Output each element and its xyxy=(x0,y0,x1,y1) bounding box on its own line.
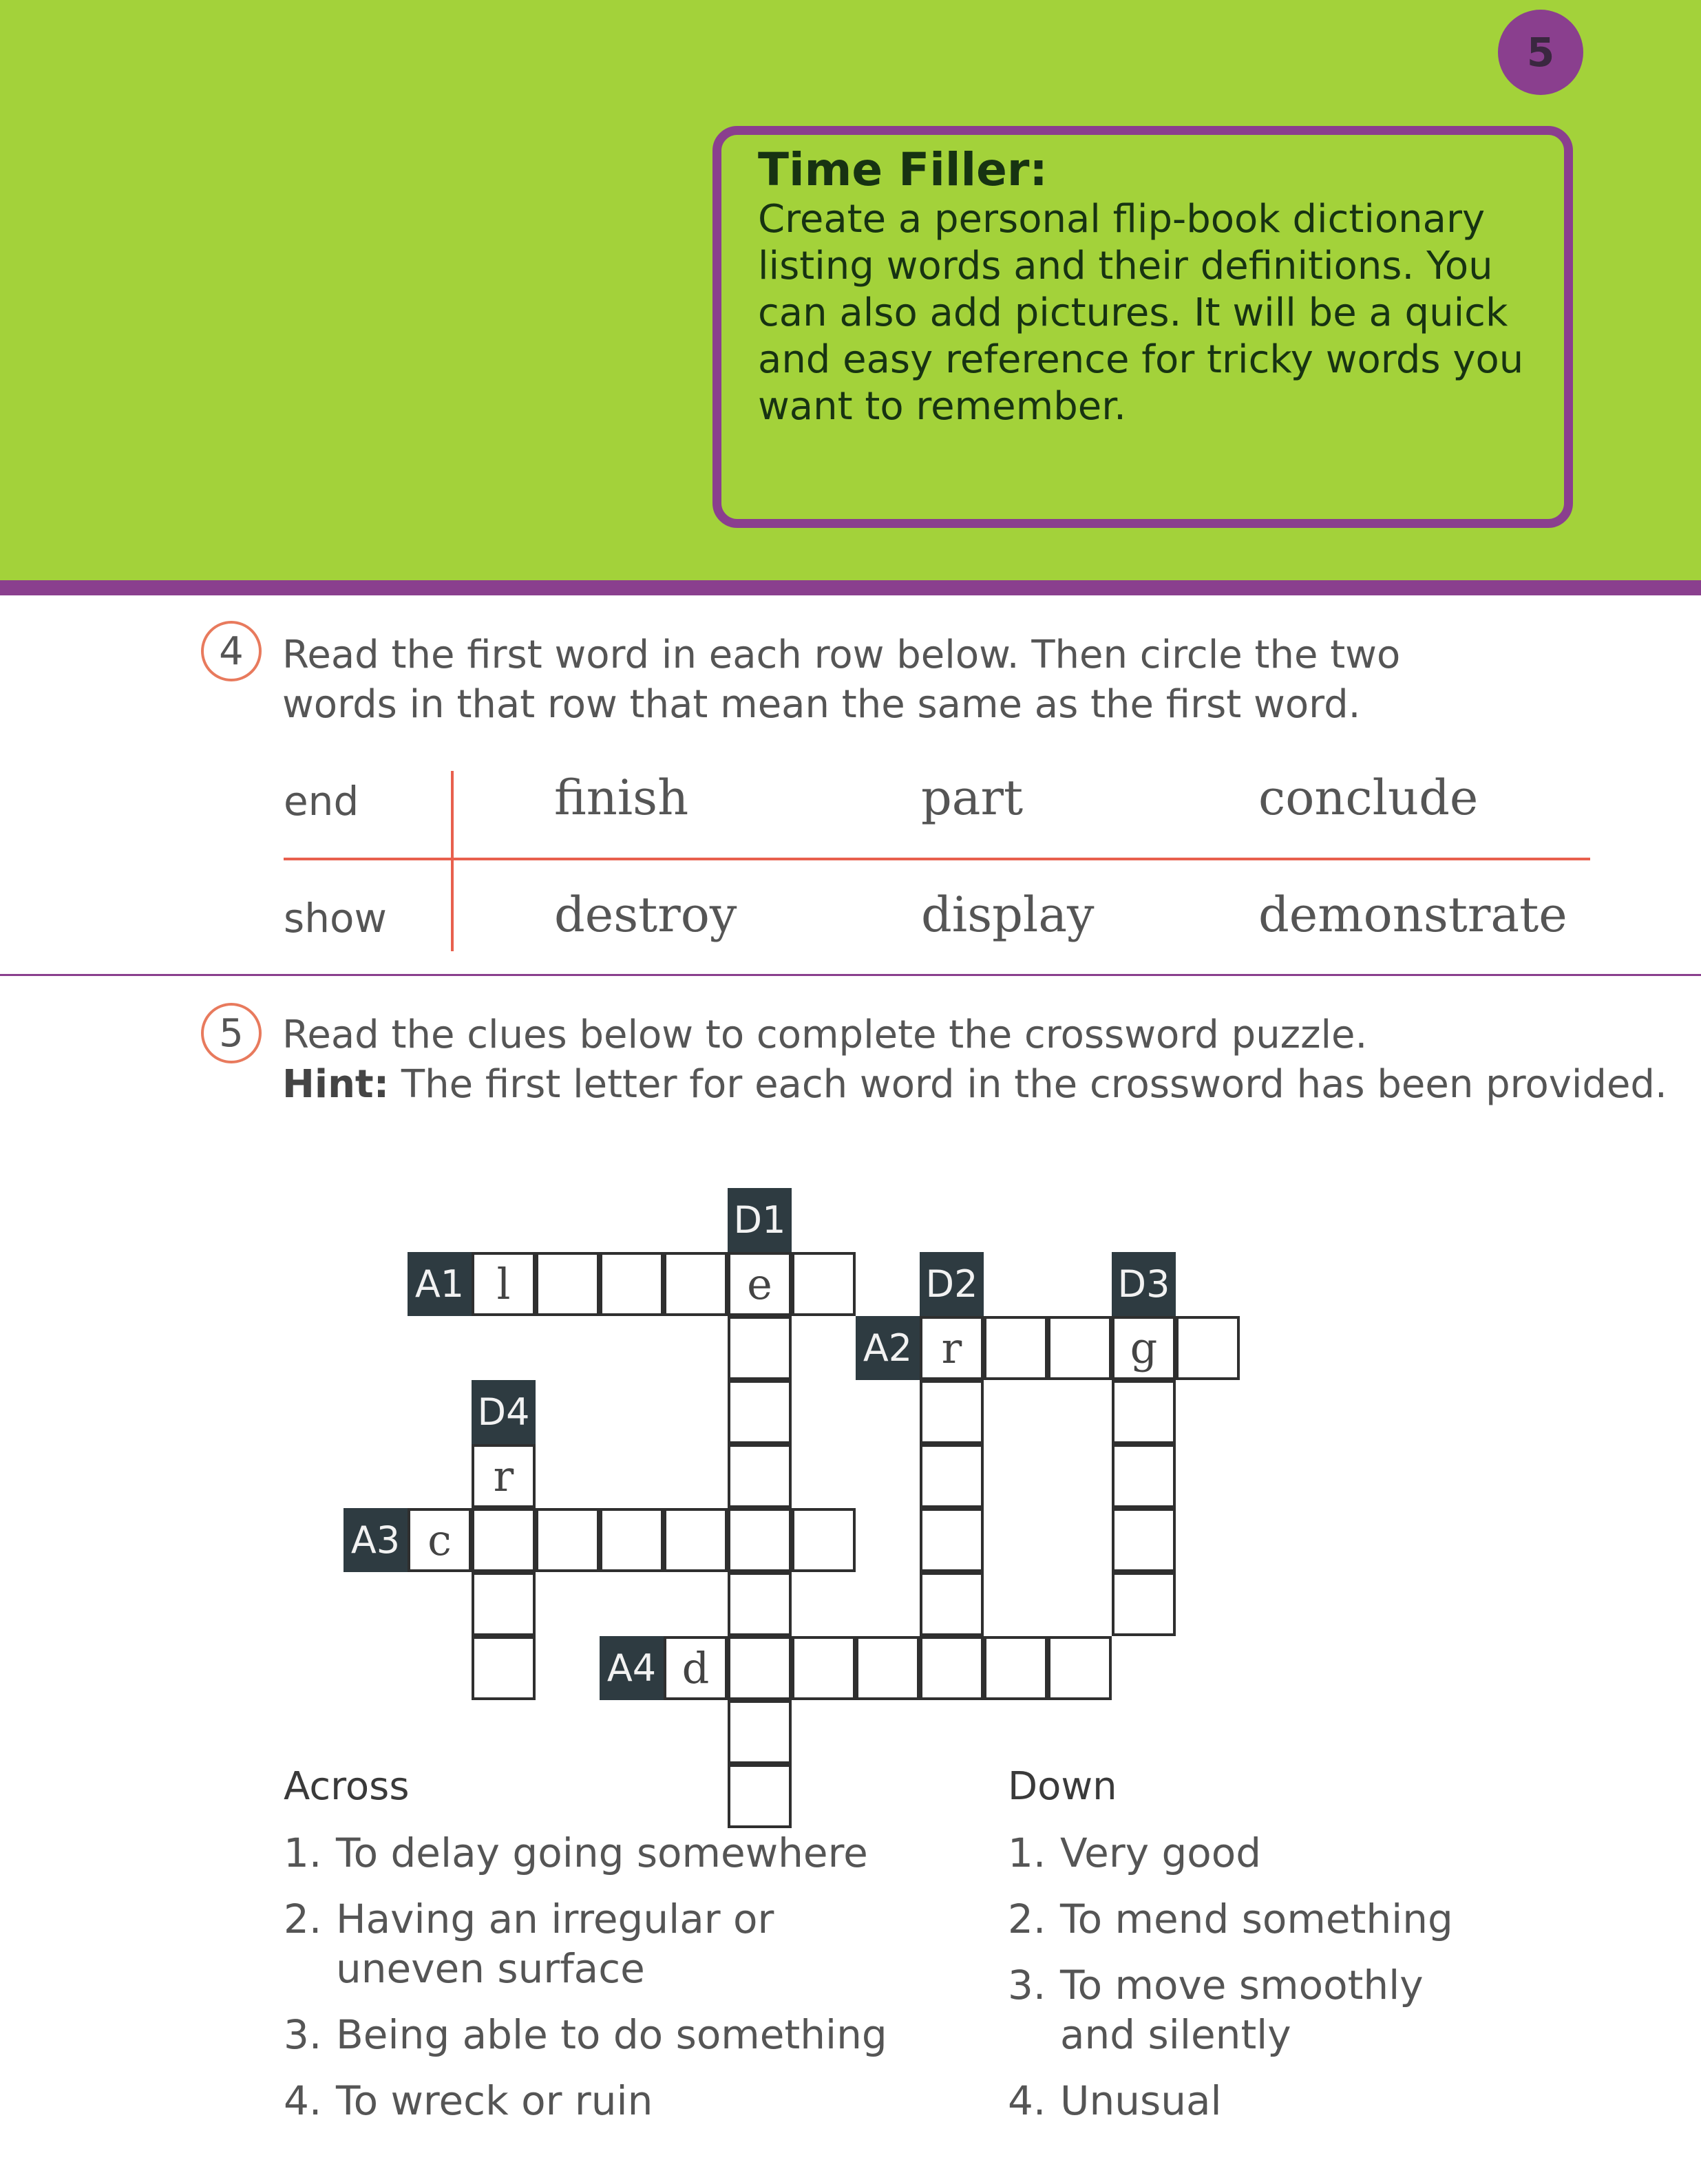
crossword-cell[interactable] xyxy=(920,1636,984,1700)
option-finish[interactable]: finish xyxy=(554,770,689,826)
crossword-cell[interactable] xyxy=(728,1572,792,1636)
crossword-cell[interactable]: g xyxy=(1112,1316,1176,1380)
clue-number: 1. xyxy=(1008,1830,1046,1876)
clue-number: 4. xyxy=(284,2077,322,2124)
crossword-cell[interactable] xyxy=(1048,1316,1112,1380)
across-clue-2 xyxy=(284,1894,774,1993)
clue-label-d3: D3 xyxy=(1112,1252,1176,1316)
crossword-cell[interactable] xyxy=(600,1252,664,1316)
crossword-cell[interactable] xyxy=(856,1636,920,1700)
crossword-cell[interactable] xyxy=(1112,1572,1176,1636)
question-5-hint xyxy=(282,1060,1667,1110)
crossword-cell[interactable]: e xyxy=(728,1252,792,1316)
down-heading: Down xyxy=(1008,1764,1117,1809)
crossword-cell[interactable]: c xyxy=(408,1508,472,1572)
option-destroy[interactable]: destroy xyxy=(554,887,737,943)
time-filler-title: Time Filler: xyxy=(758,143,1048,196)
crossword-cell[interactable] xyxy=(728,1636,792,1700)
crossword-cell[interactable] xyxy=(792,1636,856,1700)
crossword-cell[interactable] xyxy=(920,1444,984,1508)
page-number-badge: 5 xyxy=(1498,10,1583,95)
clue-text: Being able to do something xyxy=(336,2011,887,2058)
clue-text-continued: uneven surface xyxy=(336,1945,645,1992)
crossword-cell[interactable]: r xyxy=(472,1444,536,1508)
crossword-cell[interactable] xyxy=(984,1636,1048,1700)
crossword-cell[interactable] xyxy=(728,1700,792,1764)
clue-text: To move smoothly xyxy=(1060,1962,1424,2008)
clue-number: 4. xyxy=(1008,2077,1046,2124)
down-clue-1 xyxy=(1008,1828,1261,1878)
across-clue-1 xyxy=(284,1828,868,1878)
across-clue-3 xyxy=(284,2010,887,2059)
across-clue-4 xyxy=(284,2076,653,2125)
clue-text: To mend something xyxy=(1060,1896,1453,1942)
clue-label-a1: A1 xyxy=(408,1252,472,1316)
clue-number: 2. xyxy=(284,1896,322,1942)
crossword-cell[interactable] xyxy=(536,1252,600,1316)
down-clue-3 xyxy=(1008,1960,1424,2059)
clue-number: 3. xyxy=(284,2011,322,2058)
crossword-cell[interactable] xyxy=(1176,1316,1240,1380)
question-4-text-line2: words in that row that mean the same as the first word. xyxy=(282,682,1361,727)
clue-label-d4: D4 xyxy=(472,1380,536,1444)
crossword-cell[interactable] xyxy=(664,1508,728,1572)
clue-text: Having an irregular or xyxy=(336,1896,774,1942)
crossword-cell[interactable]: l xyxy=(472,1252,536,1316)
clue-label-d2: D2 xyxy=(920,1252,984,1316)
question-4-number: 4 xyxy=(201,621,262,681)
section-divider xyxy=(0,974,1701,976)
crossword-cell[interactable] xyxy=(728,1508,792,1572)
option-part[interactable]: part xyxy=(921,770,1024,826)
crossword-cell[interactable] xyxy=(984,1316,1048,1380)
crossword-cell[interactable]: d xyxy=(664,1636,728,1700)
clue-number: 2. xyxy=(1008,1896,1046,1942)
crossword-cell[interactable] xyxy=(792,1252,856,1316)
hint-label: Hint: xyxy=(282,1062,390,1107)
row-word-end: end xyxy=(284,778,359,825)
clue-text: To wreck or ruin xyxy=(336,2077,653,2124)
crossword-cell[interactable] xyxy=(728,1764,792,1828)
crossword-cell[interactable] xyxy=(920,1380,984,1444)
clue-text: Very good xyxy=(1060,1830,1262,1876)
option-conclude[interactable]: conclude xyxy=(1258,770,1479,826)
clue-text: To delay going somewhere xyxy=(336,1830,868,1876)
clue-text: Unusual xyxy=(1060,2077,1222,2124)
crossword-cell[interactable] xyxy=(728,1444,792,1508)
synonym-table-horizontal-rule xyxy=(284,858,1590,860)
question-4-text-line1: Read the first word in each row below. Then circle the two xyxy=(282,633,1401,677)
crossword-cell[interactable]: r xyxy=(920,1316,984,1380)
clue-number: 3. xyxy=(1008,1962,1046,2008)
hint-text: The first letter for each word in the crossword has been provided. xyxy=(389,1062,1667,1107)
down-clue-4 xyxy=(1008,2076,1222,2125)
clue-label-d1: D1 xyxy=(728,1188,792,1252)
crossword-cell[interactable] xyxy=(472,1636,536,1700)
across-heading: Across xyxy=(284,1764,410,1809)
crossword-cell[interactable] xyxy=(472,1572,536,1636)
synonym-table-vertical-rule xyxy=(451,771,454,951)
option-demonstrate[interactable]: demonstrate xyxy=(1258,887,1567,943)
banner-divider xyxy=(0,580,1701,595)
crossword-cell[interactable] xyxy=(600,1508,664,1572)
down-clue-2 xyxy=(1008,1894,1453,1944)
option-display[interactable]: display xyxy=(921,887,1095,943)
clue-label-a2: A2 xyxy=(856,1316,920,1380)
clue-number: 1. xyxy=(284,1830,322,1876)
crossword-cell[interactable] xyxy=(920,1508,984,1572)
crossword-cell[interactable] xyxy=(1112,1508,1176,1572)
crossword-cell[interactable] xyxy=(536,1508,600,1572)
crossword-cell[interactable] xyxy=(1112,1380,1176,1444)
crossword-cell[interactable] xyxy=(1048,1636,1112,1700)
crossword-cell[interactable] xyxy=(472,1508,536,1572)
clue-text-continued: and silently xyxy=(1060,2011,1291,2058)
clue-label-a3: A3 xyxy=(344,1508,408,1572)
crossword-cell[interactable] xyxy=(920,1572,984,1636)
crossword-cell[interactable] xyxy=(728,1380,792,1444)
time-filler-text: Create a personal flip-book dictionary listing words and their definitions. You can also add pictures. It will be a quick and easy reference for tricky words you want to remember. xyxy=(758,197,1524,429)
clue-label-a4: A4 xyxy=(600,1636,664,1700)
crossword-cell[interactable] xyxy=(664,1252,728,1316)
crossword-cell[interactable] xyxy=(728,1316,792,1380)
crossword-cell[interactable] xyxy=(792,1508,856,1572)
question-5-text: Read the clues below to complete the crossword puzzle. xyxy=(282,1013,1368,1057)
row-word-show: show xyxy=(284,895,387,942)
question-5-number: 5 xyxy=(201,1003,262,1063)
crossword-cell[interactable] xyxy=(1112,1444,1176,1508)
